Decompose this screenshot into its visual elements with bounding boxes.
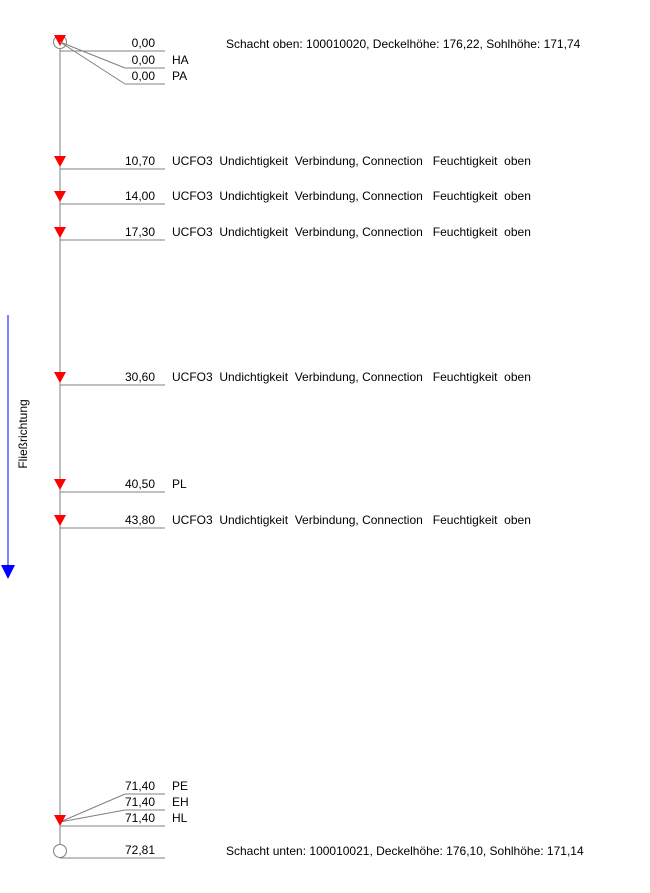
observation-station: 14,00 bbox=[124, 189, 155, 203]
observation-item bbox=[54, 189, 531, 204]
defect-marker-icon bbox=[54, 227, 66, 238]
observation-item bbox=[54, 154, 531, 169]
observation-code: UCFO3 Undichtigkeit Verbindung, Connection Feuchtigkeit oben bbox=[172, 225, 531, 239]
observation-station: 43,80 bbox=[124, 513, 155, 527]
observation-item bbox=[60, 42, 187, 84]
observation-leader bbox=[60, 42, 125, 84]
defect-marker-icon bbox=[54, 191, 66, 202]
observation-item bbox=[60, 843, 165, 858]
flow-direction-label: Fließrichtung bbox=[16, 399, 30, 469]
observation-station: 0,00 bbox=[131, 69, 155, 83]
observation-station: 0,00 bbox=[131, 36, 155, 50]
observation-leader bbox=[60, 810, 125, 822]
observation-station: 10,70 bbox=[124, 154, 155, 168]
observation-code: HL bbox=[172, 811, 188, 825]
observation-station: 71,40 bbox=[124, 779, 155, 793]
observation-code: UCFO3 Undichtigkeit Verbindung, Connection Feuchtigkeit oben bbox=[172, 189, 531, 203]
observation-list bbox=[54, 35, 531, 858]
observation-item bbox=[54, 477, 187, 492]
manhole-top-info: Schacht oben: 100010020, Deckelhöhe: 176,22, Sohlhöhe: 171,74 bbox=[226, 37, 581, 51]
observation-item bbox=[54, 225, 531, 240]
defect-marker-icon bbox=[54, 156, 66, 167]
observation-code: PL bbox=[172, 477, 187, 491]
observation-code: PA bbox=[172, 69, 188, 83]
observation-item bbox=[54, 513, 531, 528]
flow-direction-arrow-icon bbox=[1, 565, 15, 579]
observation-code: UCFO3 Undichtigkeit Verbindung, Connection Feuchtigkeit oben bbox=[172, 513, 531, 527]
observation-code: HA bbox=[172, 53, 189, 67]
observation-code: PE bbox=[172, 779, 189, 793]
observation-station: 72,81 bbox=[124, 843, 155, 857]
observation-code: UCFO3 Undichtigkeit Verbindung, Connection Feuchtigkeit oben bbox=[172, 370, 531, 384]
defect-marker-icon bbox=[54, 479, 66, 490]
defect-marker-icon bbox=[54, 515, 66, 526]
observation-station: 0,00 bbox=[131, 53, 155, 67]
observation-item bbox=[54, 370, 531, 385]
manhole-bottom-icon bbox=[54, 845, 67, 858]
observation-code: UCFO3 Undichtigkeit Verbindung, Connection Feuchtigkeit oben bbox=[172, 154, 531, 168]
observation-station: 30,60 bbox=[124, 370, 155, 384]
defect-marker-icon bbox=[54, 372, 66, 383]
observation-station: 40,50 bbox=[124, 477, 155, 491]
observation-leader bbox=[60, 42, 125, 68]
observation-station: 71,40 bbox=[124, 795, 155, 809]
observation-item bbox=[54, 811, 188, 826]
observation-leader bbox=[60, 794, 125, 822]
observation-station: 17,30 bbox=[124, 225, 155, 239]
observation-station: 71,40 bbox=[124, 811, 155, 825]
observation-code: EH bbox=[172, 795, 189, 809]
manhole-bottom-info: Schacht unten: 100010021, Deckelhöhe: 176,10, Sohlhöhe: 171,14 bbox=[226, 844, 584, 858]
